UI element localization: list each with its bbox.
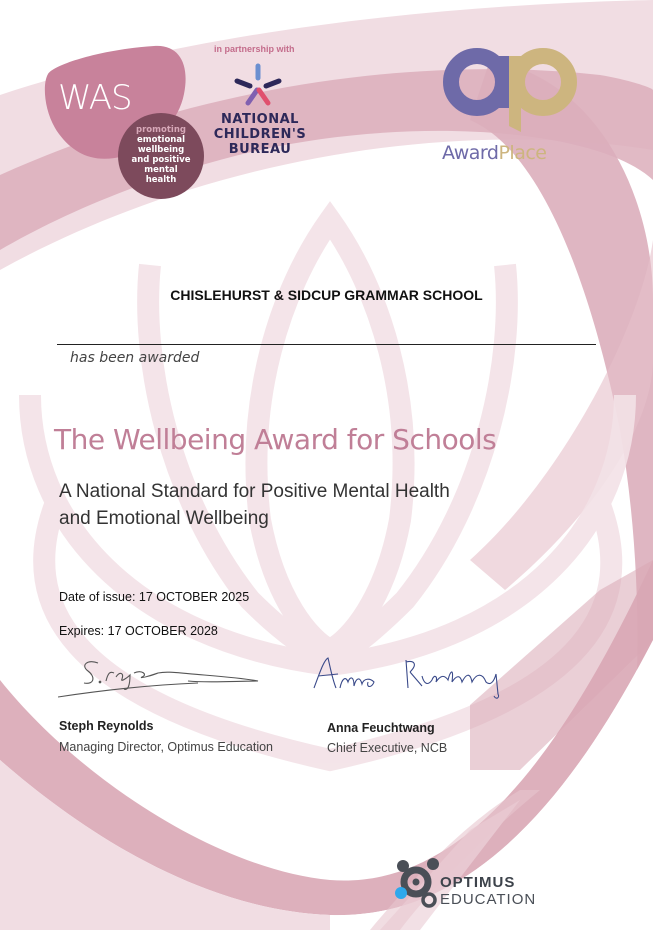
award-subtitle bbox=[59, 478, 539, 532]
optimus-wordmark bbox=[440, 874, 536, 908]
was-tagline-line: wellbeing bbox=[137, 145, 185, 155]
was-logo bbox=[0, 0, 220, 210]
was-tagline-line: health bbox=[145, 175, 177, 185]
issue-date-value: 17 OCTOBER 2025 bbox=[138, 590, 250, 604]
issue-date-label: Date of issue: bbox=[59, 590, 136, 604]
expiry-date-label: Expires: bbox=[59, 624, 105, 638]
ncb-wordmark bbox=[212, 112, 308, 157]
award-subtitle-line: and Emotional Wellbeing bbox=[59, 508, 269, 529]
was-tagline-line: mental bbox=[144, 165, 178, 175]
awarded-label: has been awarded bbox=[70, 350, 200, 366]
optimus-word-bold: OPTIMUS bbox=[440, 874, 516, 891]
signatory-name: Steph Reynolds bbox=[59, 719, 154, 733]
school-name: CHISLEHURST & SIDCUP GRAMMAR SCHOOL bbox=[170, 287, 483, 303]
was-tagline-line: and positive bbox=[131, 155, 191, 165]
ncb-star-icon bbox=[233, 63, 283, 107]
optimus-mark-icon bbox=[395, 858, 441, 908]
was-tagline-line: promoting bbox=[136, 125, 186, 135]
awardplace-word-award: Award bbox=[442, 142, 499, 164]
partnership-label: in partnership with bbox=[214, 44, 295, 54]
was-tagline-badge bbox=[118, 113, 204, 199]
signature-anna-feuchtwang bbox=[310, 652, 540, 702]
expiry-date-value: 17 OCTOBER 2028 bbox=[107, 624, 218, 638]
signatory-role: Managing Director, Optimus Education bbox=[59, 740, 273, 754]
signature-steph-reynolds bbox=[58, 655, 268, 703]
issue-date bbox=[59, 590, 249, 604]
ncb-line: CHILDREN'S bbox=[213, 127, 307, 142]
was-tagline-line: emotional bbox=[137, 135, 185, 145]
signatory-name: Anna Feuchtwang bbox=[327, 721, 435, 735]
awardplace-word-place: Place bbox=[498, 142, 547, 164]
awardplace-wordmark bbox=[442, 142, 546, 164]
award-title: The Wellbeing Award for Schools bbox=[54, 423, 497, 456]
expiry-date bbox=[59, 624, 218, 638]
awardplace-mark-icon bbox=[443, 42, 579, 134]
name-underline bbox=[57, 344, 596, 345]
signatory-role: Chief Executive, NCB bbox=[327, 741, 448, 755]
ncb-line: NATIONAL bbox=[221, 112, 299, 127]
was-title: WAS bbox=[58, 78, 132, 118]
award-subtitle-line: A National Standard for Positive Mental Health bbox=[59, 481, 450, 502]
optimus-word-light: EDUCATION bbox=[440, 891, 537, 908]
ncb-line: BUREAU bbox=[228, 142, 292, 157]
